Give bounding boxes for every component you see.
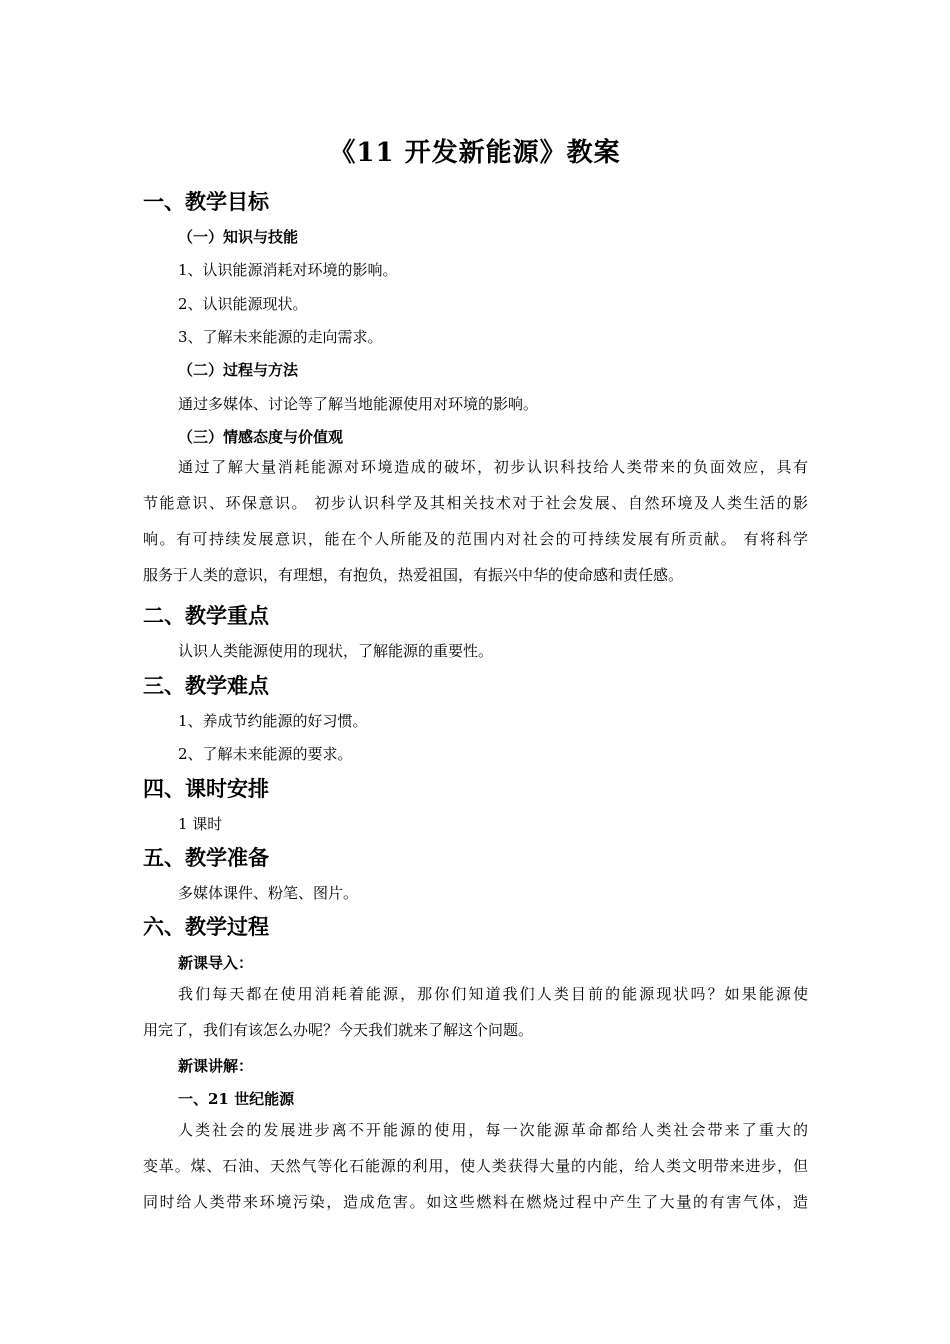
subheading-21st-century-energy: 一、21 世纪能源 <box>178 1090 295 1108</box>
list-item: 3、了解未来能源的走向需求。 <box>178 328 383 346</box>
section-heading-process: 六、教学过程 <box>143 914 269 939</box>
paragraph-introduction <box>143 983 808 1055</box>
paragraph-line: 节能意识、环保意识。 初步认识科学及其相关技术对于社会发展、自然环境及人类生活的影 <box>143 494 808 512</box>
section-heading-objectives: 一、教学目标 <box>143 189 269 214</box>
list-item: 2、认识能源现状。 <box>178 295 308 313</box>
paragraph-attitude-values <box>143 456 808 600</box>
subheading-attitude-values: （三）情感态度与价值观 <box>178 428 344 446</box>
subheading-introduction: 新课导入： <box>178 954 254 972</box>
section-heading-schedule: 四、课时安排 <box>143 776 269 801</box>
paragraph-line: 响。有可持续发展意识，能在个人所能及的范围内对社会的可持续发展有所贡献。 有将科学 <box>143 530 808 548</box>
paragraph-21st-century-energy <box>143 1119 808 1227</box>
paragraph: 认识人类能源使用的现状，了解能源的重要性。 <box>178 642 494 660</box>
paragraph: 多媒体课件、粉笔、图片。 <box>178 884 359 902</box>
list-item: 1、养成节约能源的好习惯。 <box>178 712 368 730</box>
paragraph: 1 课时 <box>178 815 223 833</box>
subheading-knowledge-skills: （一）知识与技能 <box>178 228 299 246</box>
paragraph-line: 变革。煤、石油、天然气等化石能源的利用，使人类获得大量的内能，给人类文明带来进步，但 <box>143 1157 808 1175</box>
section-heading-difficulties: 三、教学难点 <box>143 673 269 698</box>
subheading-process-methods: （二）过程与方法 <box>178 361 299 379</box>
list-item: 2、了解未来能源的要求。 <box>178 745 353 763</box>
paragraph-line: 同时给人类带来环境污染，造成危害。如这些燃料在燃烧过程中产生了大量的有害气体，造 <box>143 1193 808 1211</box>
subheading-lecture: 新课讲解： <box>178 1057 254 1075</box>
paragraph: 通过多媒体、讨论等了解当地能源使用对环境的影响。 <box>178 395 539 413</box>
paragraph-line: 人类社会的发展进步离不开能源的使用，每一次能源革命都给人类社会带来了重大的 <box>178 1121 808 1139</box>
document-title: 《11 开发新能源》教案 <box>329 138 621 168</box>
paragraph-line: 服务于人类的意识，有理想，有抱负，热爱祖国，有振兴中华的使命感和责任感。 <box>143 566 684 584</box>
paragraph-line: 通过了解大量消耗能源对环境造成的破坏，初步认识科技给人类带来的负面效应，具有 <box>178 458 808 476</box>
paragraph-line: 用完了，我们有该怎么办呢？今天我们就来了解这个问题。 <box>143 1021 534 1039</box>
section-heading-preparation: 五、教学准备 <box>143 845 269 870</box>
list-item: 1、认识能源消耗对环境的影响。 <box>178 261 398 279</box>
section-heading-key-points: 二、教学重点 <box>143 603 269 628</box>
paragraph-line: 我们每天都在使用消耗着能源，那你们知道我们人类目前的能源现状吗？如果能源使 <box>178 985 808 1003</box>
